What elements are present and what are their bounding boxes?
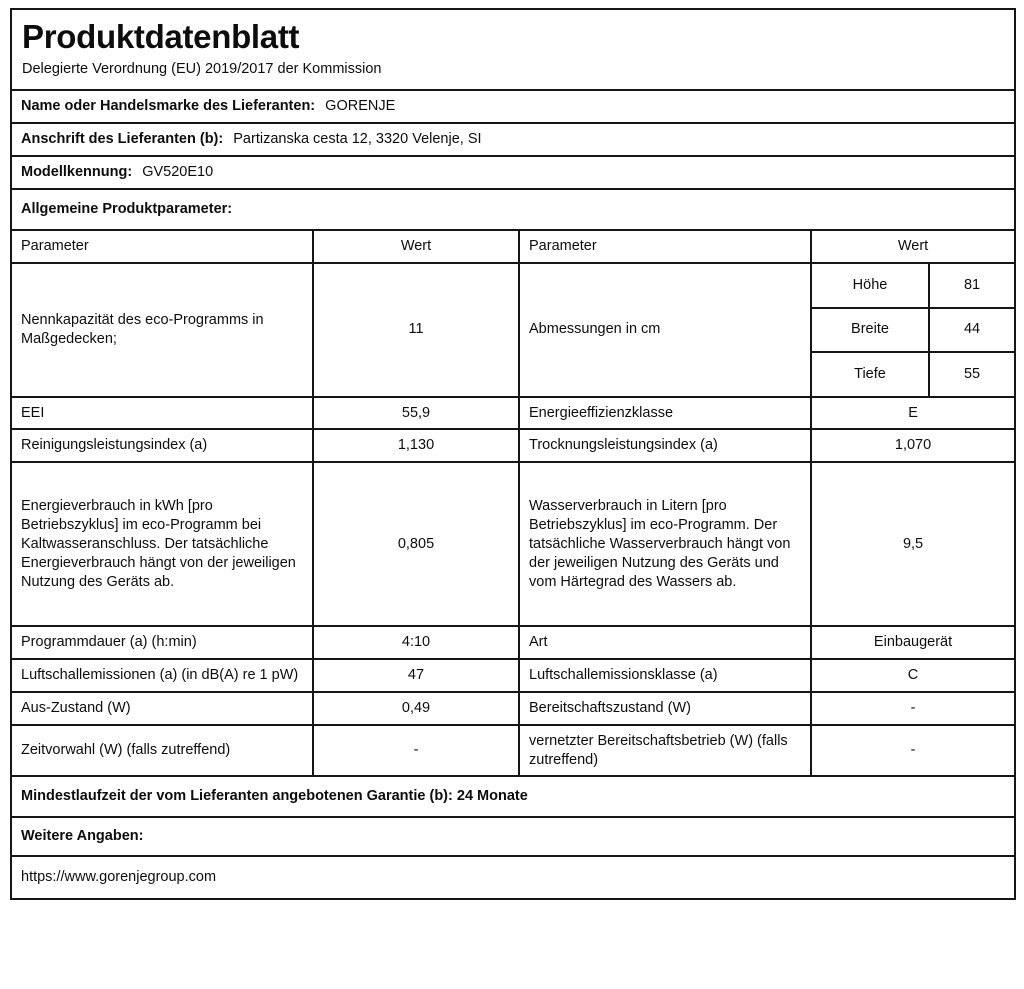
warranty-row [11, 776, 1015, 817]
further-info-row [11, 817, 1015, 856]
row-label-noise-emissions: Luftschallemissionen (a) (in dB(A) re 1 pW) [11, 659, 313, 692]
row-label-energy-class: Energieeffizienzklasse [519, 397, 811, 430]
supplier-name-cell [11, 90, 1015, 123]
row-value-standby-mode: - [811, 692, 1015, 725]
general-parameters-heading: Allgemeine Produktparameter: [11, 189, 1015, 230]
row-label-eei: EEI [11, 397, 313, 430]
dimensions-cell [811, 263, 1015, 397]
row-label-standby-mode: Bereitschaftszustand (W) [519, 692, 811, 725]
row-value-eei: 55,9 [313, 397, 519, 430]
dimension-row-height [812, 264, 1014, 308]
general-parameters-section-row [11, 189, 1015, 230]
column-header-parameter-right: Parameter [519, 230, 811, 263]
column-header-value-left: Wert [313, 230, 519, 263]
row-value-type: Einbaugerät [811, 626, 1015, 659]
model-identifier-cell [11, 156, 1015, 189]
table-row [11, 626, 1015, 659]
row-label-drying-index: Trocknungsleistungsindex (a) [519, 429, 811, 462]
row-value-program-duration: 4:10 [313, 626, 519, 659]
table-row [11, 397, 1015, 430]
dimension-row-depth [812, 352, 1014, 396]
row-label-cleaning-index: Reinigungsleistungsindex (a) [11, 429, 313, 462]
row-label-water-consumption: Wasserverbrauch in Litern [pro Betriebszyklus] im eco-Programm. Der tatsächliche Wasserverbrauch hängt von der jeweiligen Nutzung des Geräts und vom Härtegrad des Wassers ab. [519, 462, 811, 626]
model-identifier-value: GV520E10 [142, 164, 214, 181]
further-info-label: Weitere Angaben: [11, 817, 1015, 856]
row-label-type: Art [519, 626, 811, 659]
supplier-name-value: GORENJE [325, 98, 396, 115]
row-value-energy-consumption: 0,805 [313, 462, 519, 626]
column-header-value-right: Wert [811, 230, 1015, 263]
column-header-parameter-left: Parameter [11, 230, 313, 263]
dimension-label-width: Breite [812, 308, 929, 352]
table-row [11, 692, 1015, 725]
table-row [11, 725, 1015, 777]
table-row [11, 659, 1015, 692]
title-cell [11, 9, 1015, 90]
dimension-value-height: 81 [929, 264, 1014, 308]
supplier-name-row [11, 90, 1015, 123]
supplier-name-label: Name oder Handelsmarke des Lieferanten: [21, 98, 316, 115]
row-label-capacity: Nennkapazität des eco-Programms in Maßgedecken; [11, 263, 313, 397]
supplier-website-url[interactable]: https://www.gorenjegroup.com [11, 856, 1015, 899]
page-title: Produktdatenblatt [22, 18, 300, 55]
dimension-value-width: 44 [929, 308, 1014, 352]
warranty-cell [11, 776, 1015, 817]
row-value-noise-emissions: 47 [313, 659, 519, 692]
row-label-noise-class: Luftschallemissionsklasse (a) [519, 659, 811, 692]
model-identifier-label: Modellkennung: [21, 164, 133, 181]
model-identifier-row [11, 156, 1015, 189]
supplier-address-row [11, 123, 1015, 156]
row-label-networked-standby: vernetzter Bereitschaftsbetrieb (W) (falls zutreffend) [519, 725, 811, 777]
row-label-dimensions: Abmessungen in cm [519, 263, 811, 397]
dimension-label-height: Höhe [812, 264, 929, 308]
row-label-program-duration: Programmdauer (a) (h:min) [11, 626, 313, 659]
row-value-delay-start: - [313, 725, 519, 777]
row-label-off-mode: Aus-Zustand (W) [11, 692, 313, 725]
supplier-url-row [11, 856, 1015, 899]
dimension-value-depth: 55 [929, 352, 1014, 396]
row-value-drying-index: 1,070 [811, 429, 1015, 462]
row-value-networked-standby: - [811, 725, 1015, 777]
row-value-noise-class: C [811, 659, 1015, 692]
row-value-water-consumption: 9,5 [811, 462, 1015, 626]
row-label-delay-start: Zeitvorwahl (W) (falls zutreffend) [11, 725, 313, 777]
table-row [11, 429, 1015, 462]
column-header-row [11, 230, 1015, 263]
warranty-label: Mindestlaufzeit der vom Lieferanten angebotenen Garantie (b): [21, 788, 453, 805]
title-row [11, 9, 1015, 90]
dimension-label-depth: Tiefe [812, 352, 929, 396]
warranty-value: 24 Monate [456, 788, 528, 805]
dimensions-subtable [812, 264, 1014, 396]
dimension-row-width [812, 308, 1014, 352]
row-value-capacity: 11 [313, 263, 519, 397]
supplier-address-value: Partizanska cesta 12, 3320 Velenje, SI [233, 131, 482, 148]
supplier-address-cell [11, 123, 1015, 156]
table-row [11, 263, 1015, 397]
row-value-energy-class: E [811, 397, 1015, 430]
product-information-sheet-table [10, 8, 1016, 900]
row-label-energy-consumption: Energieverbrauch in kWh [pro Betriebszyklus] im eco-Programm bei Kaltwasseranschluss. Der tatsächliche Energieverbrauch hängt von der jeweiligen Nutzung des Geräts ab. [11, 462, 313, 626]
row-value-off-mode: 0,49 [313, 692, 519, 725]
regulation-subtitle: Delegierte Verordnung (EU) 2019/2017 der Kommission [22, 60, 382, 77]
row-value-cleaning-index: 1,130 [313, 429, 519, 462]
table-row [11, 462, 1015, 626]
supplier-address-label: Anschrift des Lieferanten (b): [21, 131, 224, 148]
